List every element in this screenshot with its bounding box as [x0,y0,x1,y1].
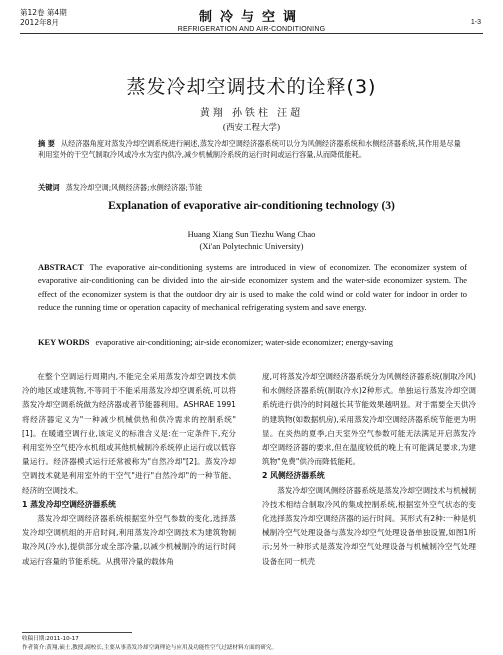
journal-name-en: REFRIGERATION AND AIR-CONDITIONING [177,26,326,33]
abstract-en-label: ABSTRACT [38,263,84,272]
keywords-cn [38,183,467,193]
section-heading-1: 1 蒸发冷却空调经济器系统 [22,499,116,509]
body-paragraph: 在整个空调运行周期内,不能完全采用蒸发冷却空调技术供冷的地区或建筑物,不等同于不能采用蒸发冷却空调系统,可以将蒸发冷却空调系统做为经济器或者节能器利用。ASHRAE 1991将经济器定义为"一种减少机械供热和供冷需求的控制系统"[1]。在暖通空调行业,该定义的标准含义是:在一定条件下,充分利用室外空气使冷水机组或其他机械制冷系统停止运行或以低容量运行。经济器模式运行还常被称为"自然冷却"[2]。蒸发冷却空调技术就是利用室外的干空气"进行"自然冷却"的一种节能、经济的空调技术。 [22,372,236,495]
header-divider [20,33,483,34]
article-title-en: Explanation of evaporative air-conditioning technology (3) [108,200,395,212]
abstract-en-text: The evaporative air-conditioning systems are introduced in view of economizer. The economizer system of evaporative air-conditioning can be divided into the air-side economizer system and the water-side economizer system. The effect of the economizer system is that the outdoor dry air is used to make the cold wind or cold water for indoor in order to reduce the running time or operation capacity of mechanical refrigerating system and save energy. [38,263,467,312]
abstract-en [38,261,467,314]
body-column-right [262,370,476,632]
footnote-received: 收稿日期:2011-10-17 [22,636,79,642]
footnote-divider [22,632,132,633]
abstract-cn-label: 摘 要 [38,139,55,148]
affiliation-cn: (西安工程大学) [222,123,281,133]
body-paragraph: 蒸发冷却空调风侧经济器系统是蒸发冷却空调技术与机械制冷技术相结合制取冷风的集成控制系统,根据室外空气状态的变化选择蒸发冷却空调经济器的运行时间。其形式有2种:一种是机械制冷空气处理设备与蒸发冷却空气处理设备单独设置,如图1所示;另外一种形式是蒸发冷却空气处理设备与机械制冷空气处理设备在同一机壳 [262,485,476,566]
keywords-cn-label: 关键词 [38,183,60,192]
authors-en: Huang Xiang Sun Tiezhu Wang Chao [187,229,316,239]
footnote-author: 作者简介:黄翔,硕士,教授,副校长,主要从事蒸发冷却空调理论与应用及功能性空气过滤材料方面的研究。 [22,645,278,651]
page-range: 1-3 [470,19,481,26]
abstract-cn-text: 从经济器角度对蒸发冷却空调系统进行阐述,蒸发冷却空调经济器系统可以分为风侧经济器系统和水侧经济器系统,其作用是尽量利用室外的干空气制取冷风或冷水为室内供冷,减少机械制冷系统的运行时间或运行容量,从而降低能耗。 [38,139,461,160]
body-paragraph: 度,可将蒸发冷却空调经济器系统分为风侧经济器系统(制取冷风)和水侧经济器系统(制取冷水)2种形式。单独运行蒸发冷却空调系统进行供冷的时间越长其节能效果越明显。对于需要全天供冷的建筑物(如数据机房),采用蒸发冷却空调经济器系统节能更为明显。在炎热的夏季,白天室外空气参数可能无法满足开启蒸发冷却空调经济器的要求,但在温度较低的晚上有可能满足要求,为建筑物"免费"供冷而降低能耗。 [262,372,476,467]
abstract-cn [38,138,467,161]
keywords-cn-text: 蒸发冷却空调;风侧经济器;水侧经济器;节能 [65,183,203,192]
section-heading-2: 2 风侧经济器系统 [262,471,325,481]
keywords-en-label: KEY WORDS [38,338,90,347]
header-volume: 第12卷 第4期 [20,8,67,17]
authors-cn: 黄翔 孙铁柱 汪超 [199,108,304,119]
journal-masthead [0,6,503,33]
body-column-left [22,370,236,632]
article-title-cn: 蒸发冷却空调技术的诠释(3) [126,76,377,98]
keywords-en [38,336,467,349]
body-paragraph: 蒸发冷却空调经济器系统根据室外空气参数的变化,选择蒸发冷却空调机组的开启时间,利用蒸发冷却空调技术为建筑物制取冷风(冷水),提供部分或全部冷量,以减少机械制冷的运行时间或运行容量的节能系统。从携带冷量的载体角 [22,514,236,566]
keywords-en-text: evaporative air-conditioning; air-side economizer; water-side economizer; energy-saving [95,338,393,347]
journal-name-cn: 制冷与空调 [198,10,304,25]
header-date: 2012年8月 [20,18,59,27]
affiliation-en: (Xi'an Polytechnic University) [199,241,304,251]
